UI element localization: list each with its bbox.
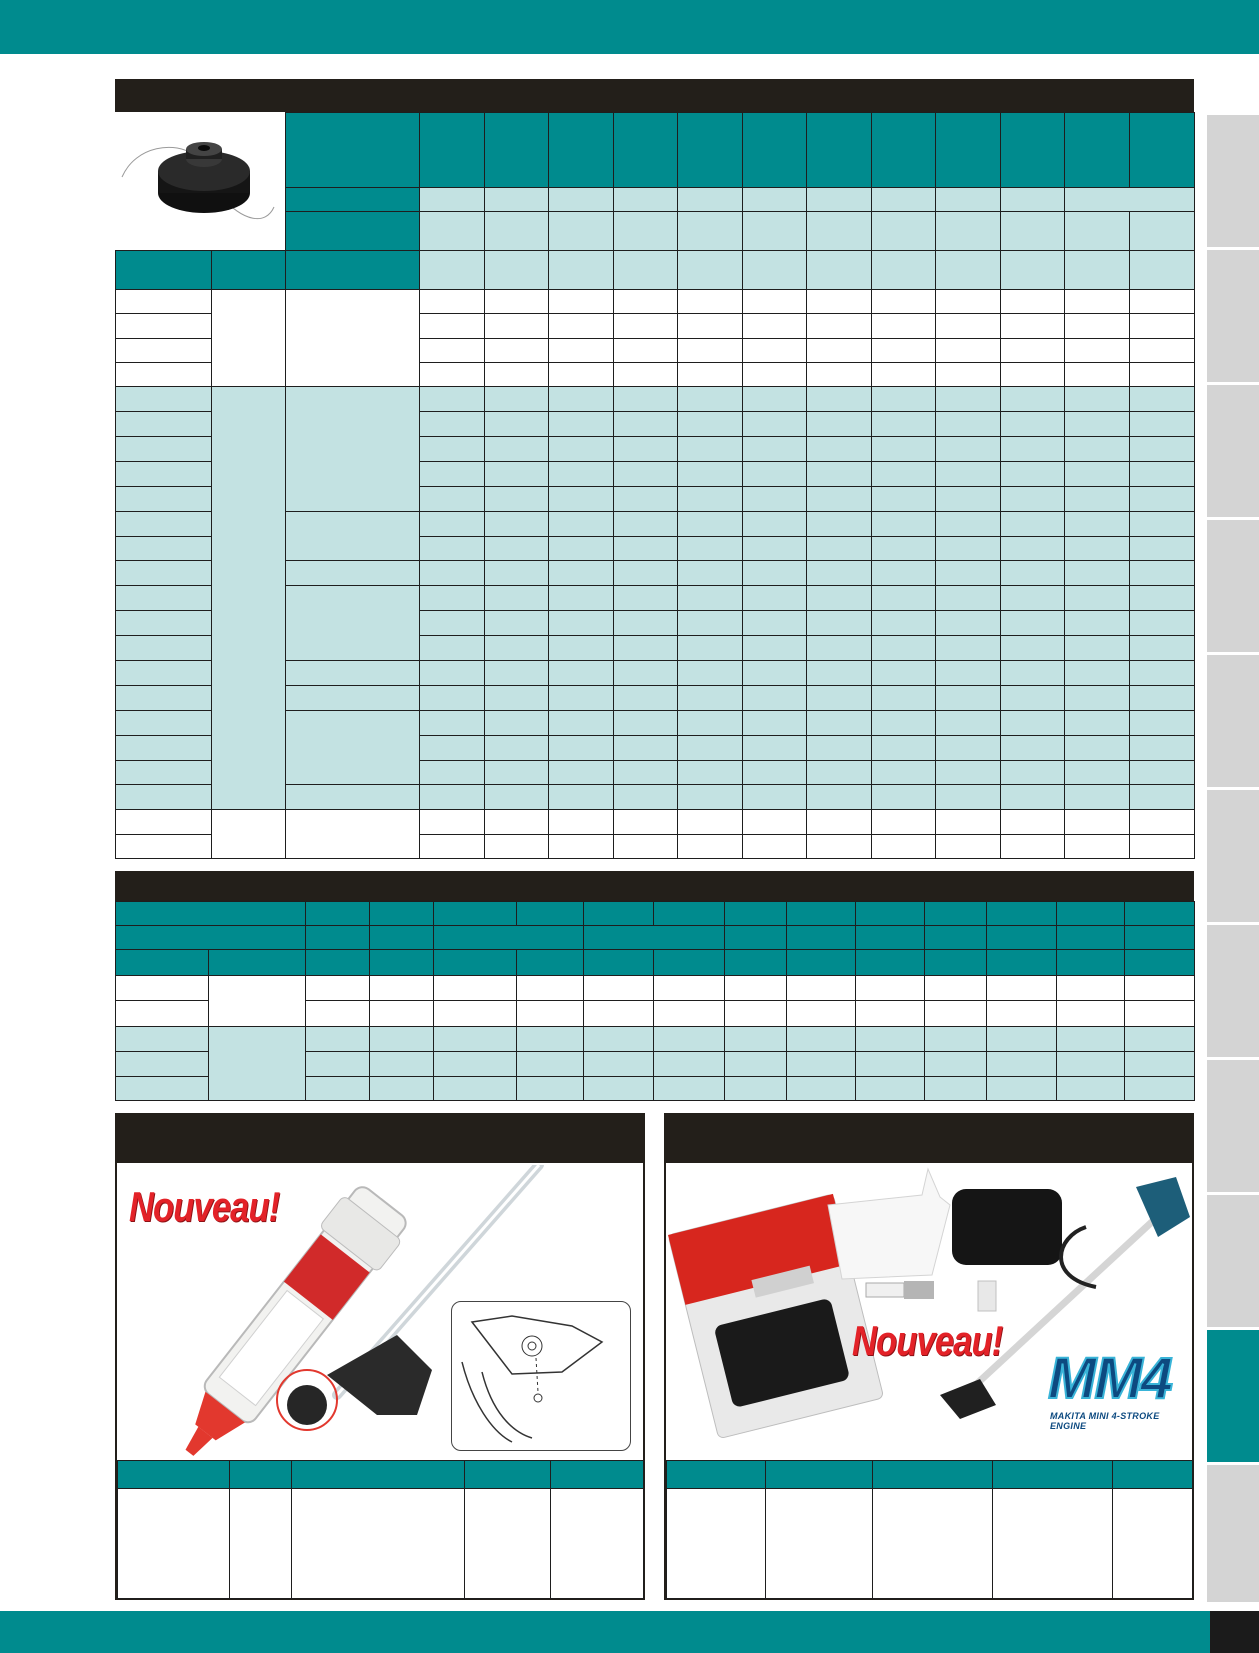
product-image-cell bbox=[116, 113, 286, 251]
top-banner bbox=[0, 0, 1259, 54]
side-tab-10-active[interactable] bbox=[1207, 1327, 1259, 1462]
side-tab-6[interactable] bbox=[1207, 787, 1259, 922]
side-tab-7[interactable] bbox=[1207, 922, 1259, 1057]
nouveau-badge: Nouveau! bbox=[129, 1183, 280, 1230]
gear-case-diagram bbox=[451, 1301, 631, 1451]
side-tab-8[interactable] bbox=[1207, 1057, 1259, 1192]
grease-product-panel bbox=[115, 1113, 645, 1600]
side-tab-5[interactable] bbox=[1207, 652, 1259, 787]
side-tab-2[interactable] bbox=[1207, 247, 1259, 382]
accessory-compatibility-table bbox=[115, 901, 1194, 1101]
page-number-box bbox=[1210, 1611, 1259, 1653]
grease-panel-title-bar bbox=[117, 1115, 643, 1163]
side-tab-9[interactable] bbox=[1207, 1192, 1259, 1327]
nouveau-badge: Nouveau! bbox=[852, 1317, 1003, 1364]
side-tab-4[interactable] bbox=[1207, 517, 1259, 652]
mm4-logo: MM4 bbox=[1048, 1346, 1171, 1411]
kit-spec-table bbox=[666, 1460, 1192, 1598]
trimmer-head-compatibility-table bbox=[115, 112, 1194, 859]
grease-spec-table bbox=[117, 1460, 643, 1598]
side-tab-11[interactable] bbox=[1207, 1462, 1259, 1602]
side-tab-1[interactable] bbox=[1207, 112, 1259, 247]
maintenance-kit-panel bbox=[664, 1113, 1194, 1600]
side-tab-3[interactable] bbox=[1207, 382, 1259, 517]
table1-title-bar bbox=[115, 79, 1194, 112]
table2-title-bar bbox=[115, 871, 1194, 901]
trimmer-head-image bbox=[116, 115, 280, 243]
bottom-banner bbox=[0, 1611, 1210, 1653]
kit-panel-title-bar bbox=[666, 1115, 1192, 1163]
mm4-logo-subtitle: MAKITA MINI 4-STROKE ENGINE bbox=[1050, 1411, 1160, 1431]
